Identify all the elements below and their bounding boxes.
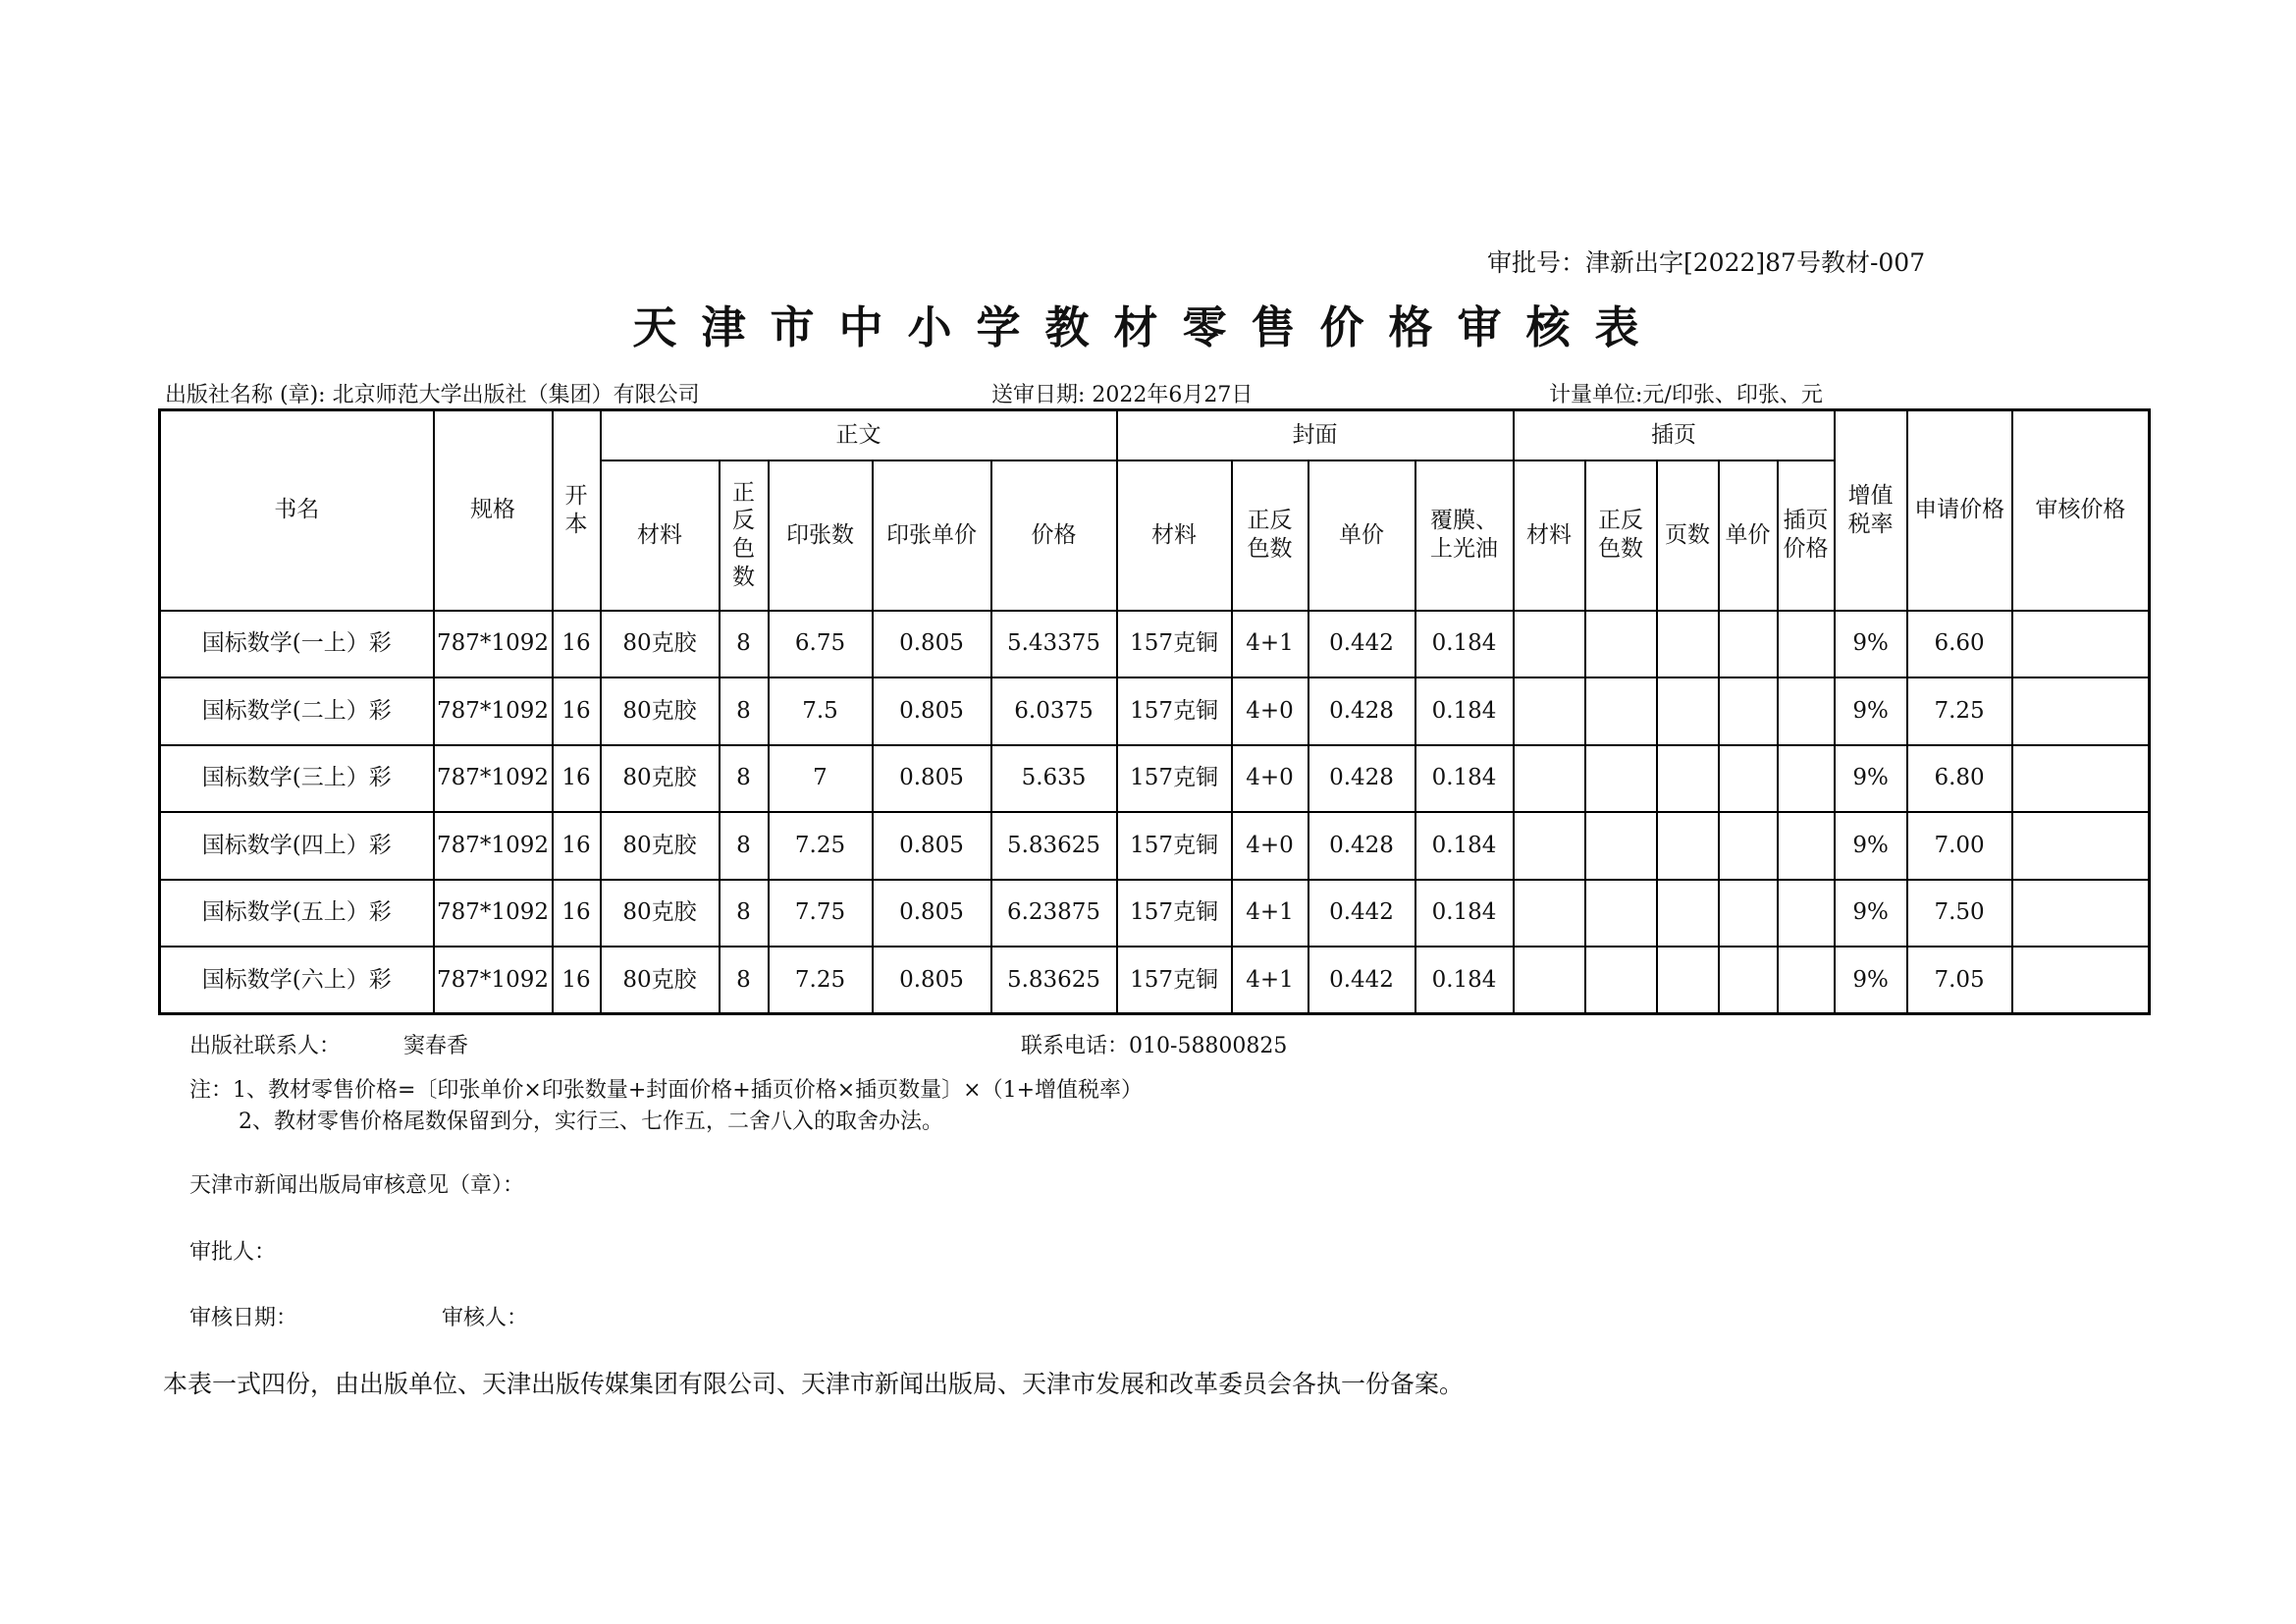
cell-insert-pages <box>1657 812 1719 880</box>
cell-body-sheets: 6.75 <box>769 611 873 678</box>
cell-applied-price: 7.05 <box>1907 947 2012 1014</box>
header-insert-unit-price: 单价 <box>1719 460 1778 611</box>
contact-line <box>189 1029 468 1059</box>
header-insert-price <box>1778 460 1835 611</box>
table-row <box>160 611 2150 678</box>
cell-insert-colors <box>1585 947 1657 1014</box>
cell-body-sheets: 7.75 <box>769 880 873 947</box>
cell-body-sheets: 7 <box>769 745 873 813</box>
cell-approved-price <box>2012 677 2150 745</box>
cell-spec: 787*1092 <box>434 880 553 947</box>
cell-body-sheet-price: 0.805 <box>873 677 991 745</box>
unit-value: 元/印张、印张、元 <box>1642 383 1823 407</box>
note-2: 2、教材零售价格尾数保留到分，实行三、七作五，二舍八入的取舍办法。 <box>239 1110 943 1134</box>
header-cover-unit-price: 单价 <box>1308 460 1415 611</box>
cell-vat-rate: 9% <box>1835 611 1907 678</box>
cell-body-sheet-price: 0.805 <box>873 880 991 947</box>
cell-body-colors: 8 <box>720 745 769 813</box>
cell-cover-material: 157克铜 <box>1117 745 1232 813</box>
cell-insert-material <box>1514 812 1585 880</box>
header-vat-rate-text: 增值税率 <box>1847 483 1894 537</box>
cell-insert-pages <box>1657 745 1719 813</box>
cell-body-price: 6.0375 <box>991 677 1117 745</box>
cell-insert-material <box>1514 611 1585 678</box>
header-applied-price: 申请价格 <box>1907 410 2012 611</box>
cell-cover-unit-price: 0.442 <box>1308 880 1415 947</box>
header-body-sheets: 印张数 <box>769 460 873 611</box>
cell-format: 16 <box>553 677 601 745</box>
table-row <box>160 677 2150 745</box>
cell-format: 16 <box>553 947 601 1014</box>
header-vat-rate <box>1835 410 1907 611</box>
approver-label: 审批人： <box>189 1240 277 1265</box>
cell-format: 16 <box>553 812 601 880</box>
header-insert-colors-text: 正反色数 <box>1598 508 1644 562</box>
price-review-table <box>158 408 2151 1015</box>
cell-insert-colors <box>1585 611 1657 678</box>
cell-insert-price <box>1778 611 1835 678</box>
cell-body-material: 80克胶 <box>601 611 720 678</box>
table-row <box>160 812 2150 880</box>
submit-date: 2022年6月27日 <box>1092 383 1254 407</box>
header-format <box>553 410 601 611</box>
cell-insert-pages <box>1657 677 1719 745</box>
cell-body-price: 5.83625 <box>991 947 1117 1014</box>
page-title: 天津市中小学教材零售价格审核表 <box>632 301 1664 353</box>
phone-label: 联系电话： <box>1021 1034 1130 1058</box>
phone: 010-58800825 <box>1129 1034 1288 1058</box>
table-row <box>160 880 2150 947</box>
submit-date-label: 送审日期: <box>991 383 1086 407</box>
cell-vat-rate: 9% <box>1835 947 1907 1014</box>
cell-cover-film: 0.184 <box>1415 812 1514 880</box>
cell-vat-rate: 9% <box>1835 677 1907 745</box>
cell-insert-pages <box>1657 611 1719 678</box>
cell-cover-film: 0.184 <box>1415 947 1514 1014</box>
cell-insert-price <box>1778 745 1835 813</box>
cell-cover-colors: 4+1 <box>1232 611 1308 678</box>
cell-approved-price <box>2012 947 2150 1014</box>
header-book-name: 书名 <box>160 410 434 611</box>
approval-number: 审批号：津新出字[2022]87号教材-007 <box>1487 248 1926 277</box>
header-body-group: 正文 <box>601 410 1117 460</box>
cell-vat-rate: 9% <box>1835 745 1907 813</box>
cell-insert-pages <box>1657 947 1719 1014</box>
header-insert-colors <box>1585 460 1657 611</box>
cell-insert-material <box>1514 947 1585 1014</box>
submit-date-line <box>991 378 1253 408</box>
cell-body-sheet-price: 0.805 <box>873 611 991 678</box>
cell-insert-colors <box>1585 880 1657 947</box>
cell-insert-colors <box>1585 745 1657 813</box>
cell-insert-material <box>1514 745 1585 813</box>
cell-body-material: 80克胶 <box>601 677 720 745</box>
cell-insert-price <box>1778 880 1835 947</box>
cell-book-name: 国标数学(五上）彩 <box>160 880 434 947</box>
cell-body-colors: 8 <box>720 677 769 745</box>
cell-cover-film: 0.184 <box>1415 611 1514 678</box>
cell-cover-material: 157克铜 <box>1117 611 1232 678</box>
unit-line <box>1549 378 1823 408</box>
header-cover-film-text: 覆膜、上光油 <box>1430 508 1499 562</box>
header-insert-group: 插页 <box>1514 410 1835 460</box>
header-insert-pages: 页数 <box>1657 460 1719 611</box>
cell-book-name: 国标数学(三上）彩 <box>160 745 434 813</box>
cell-format: 16 <box>553 611 601 678</box>
cell-applied-price: 7.50 <box>1907 880 2012 947</box>
header-body-sheet-price: 印张单价 <box>873 460 991 611</box>
publisher-name: 北京师范大学出版社（集团）有限公司 <box>332 383 700 407</box>
cell-cover-colors: 4+0 <box>1232 812 1308 880</box>
header-spec: 规格 <box>434 410 553 611</box>
table-row <box>160 947 2150 1014</box>
cell-body-price: 5.43375 <box>991 611 1117 678</box>
cell-cover-colors: 4+0 <box>1232 745 1308 813</box>
review-opinion-label: 天津市新闻出版局审核意见（章）： <box>189 1173 525 1198</box>
cell-body-sheets: 7.5 <box>769 677 873 745</box>
cell-approved-price <box>2012 611 2150 678</box>
cell-format: 16 <box>553 880 601 947</box>
cell-cover-film: 0.184 <box>1415 745 1514 813</box>
cell-body-price: 5.83625 <box>991 812 1117 880</box>
cell-body-sheets: 7.25 <box>769 812 873 880</box>
cell-body-price: 5.635 <box>991 745 1117 813</box>
cell-spec: 787*1092 <box>434 947 553 1014</box>
cell-format: 16 <box>553 745 601 813</box>
cell-insert-material <box>1514 677 1585 745</box>
header-insert-price-text: 插页价格 <box>1783 508 1829 562</box>
cell-book-name: 国标数学(二上）彩 <box>160 677 434 745</box>
cell-cover-unit-price: 0.442 <box>1308 611 1415 678</box>
cell-approved-price <box>2012 812 2150 880</box>
contact-name: 窦春香 <box>403 1034 469 1058</box>
cell-body-colors: 8 <box>720 947 769 1014</box>
cell-insert-unit-price <box>1719 812 1778 880</box>
header-approved-price: 审核价格 <box>2012 410 2150 611</box>
note-1: 注：1、教材零售价格=〔印张单价×印张数量+封面价格+插页价格×插页数量〕×（1+增值税率） <box>189 1078 1144 1103</box>
cell-spec: 787*1092 <box>434 812 553 880</box>
unit-label: 计量单位: <box>1549 383 1643 407</box>
cell-book-name: 国标数学(四上）彩 <box>160 812 434 880</box>
cell-insert-unit-price <box>1719 947 1778 1014</box>
cell-cover-colors: 4+1 <box>1232 880 1308 947</box>
cell-vat-rate: 9% <box>1835 812 1907 880</box>
cell-cover-unit-price: 0.442 <box>1308 947 1415 1014</box>
header-body-material: 材料 <box>601 460 720 611</box>
table-row <box>160 745 2150 813</box>
publisher-label: 出版社名称 (章): <box>165 383 326 407</box>
header-body-colors <box>720 460 769 611</box>
header-format-text: 开本 <box>564 483 588 537</box>
cell-body-price: 6.23875 <box>991 880 1117 947</box>
cell-body-colors: 8 <box>720 812 769 880</box>
cell-applied-price: 7.00 <box>1907 812 2012 880</box>
cell-body-material: 80克胶 <box>601 745 720 813</box>
cell-book-name: 国标数学(一上）彩 <box>160 611 434 678</box>
cell-body-colors: 8 <box>720 880 769 947</box>
cell-spec: 787*1092 <box>434 745 553 813</box>
cell-applied-price: 6.80 <box>1907 745 2012 813</box>
cell-spec: 787*1092 <box>434 611 553 678</box>
distribution-note: 本表一式四份，由出版单位、天津出版传媒集团有限公司、天津市新闻出版局、天津市发展和改革委员会各执一份备案。 <box>163 1370 1465 1398</box>
review-date-label: 审核日期： <box>189 1306 298 1330</box>
cell-approved-price <box>2012 880 2150 947</box>
cell-body-material: 80克胶 <box>601 812 720 880</box>
cell-spec: 787*1092 <box>434 677 553 745</box>
cell-vat-rate: 9% <box>1835 880 1907 947</box>
cell-cover-colors: 4+0 <box>1232 677 1308 745</box>
cell-body-sheet-price: 0.805 <box>873 947 991 1014</box>
cell-insert-pages <box>1657 880 1719 947</box>
cell-cover-unit-price: 0.428 <box>1308 812 1415 880</box>
header-cover-film <box>1415 460 1514 611</box>
cell-body-sheet-price: 0.805 <box>873 745 991 813</box>
cell-body-material: 80克胶 <box>601 880 720 947</box>
header-insert-material: 材料 <box>1514 460 1585 611</box>
cell-body-sheet-price: 0.805 <box>873 812 991 880</box>
cell-cover-unit-price: 0.428 <box>1308 677 1415 745</box>
cell-body-sheets: 7.25 <box>769 947 873 1014</box>
header-body-colors-text: 正反色数 <box>732 479 755 590</box>
publisher-line <box>165 378 700 408</box>
cell-insert-material <box>1514 880 1585 947</box>
contact-label: 出版社联系人： <box>189 1034 342 1058</box>
cell-cover-material: 157克铜 <box>1117 947 1232 1014</box>
cell-cover-film: 0.184 <box>1415 677 1514 745</box>
header-cover-colors <box>1232 460 1308 611</box>
cell-cover-film: 0.184 <box>1415 880 1514 947</box>
cell-applied-price: 6.60 <box>1907 611 2012 678</box>
cell-insert-price <box>1778 677 1835 745</box>
cell-applied-price: 7.25 <box>1907 677 2012 745</box>
cell-insert-unit-price <box>1719 677 1778 745</box>
cell-insert-colors <box>1585 677 1657 745</box>
header-cover-colors-text: 正反色数 <box>1247 508 1293 562</box>
cell-insert-unit-price <box>1719 611 1778 678</box>
cell-insert-price <box>1778 812 1835 880</box>
cell-body-colors: 8 <box>720 611 769 678</box>
reviewer-label: 审核人： <box>442 1306 529 1330</box>
cell-insert-colors <box>1585 812 1657 880</box>
phone-line <box>1021 1029 1287 1059</box>
cell-body-material: 80克胶 <box>601 947 720 1014</box>
cell-approved-price <box>2012 745 2150 813</box>
header-cover-group: 封面 <box>1117 410 1514 460</box>
cell-cover-unit-price: 0.428 <box>1308 745 1415 813</box>
cell-book-name: 国标数学(六上）彩 <box>160 947 434 1014</box>
cell-cover-material: 157克铜 <box>1117 677 1232 745</box>
cell-cover-material: 157克铜 <box>1117 812 1232 880</box>
cell-insert-unit-price <box>1719 745 1778 813</box>
header-cover-material: 材料 <box>1117 460 1232 611</box>
cell-insert-unit-price <box>1719 880 1778 947</box>
cell-cover-material: 157克铜 <box>1117 880 1232 947</box>
header-body-price: 价格 <box>991 460 1117 611</box>
cell-insert-price <box>1778 947 1835 1014</box>
cell-cover-colors: 4+1 <box>1232 947 1308 1014</box>
